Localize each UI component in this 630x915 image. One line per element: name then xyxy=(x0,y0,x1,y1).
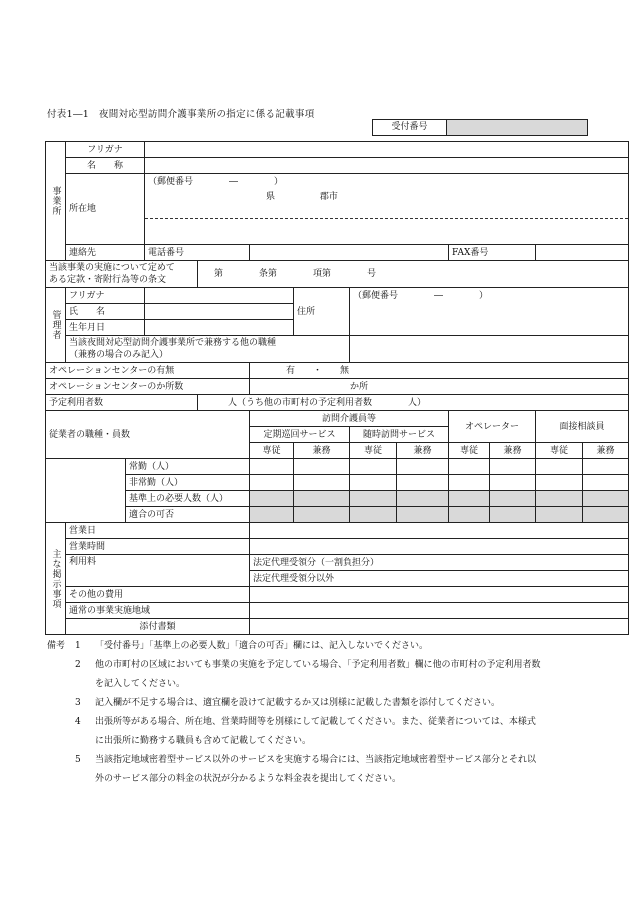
office-furigana-field[interactable] xyxy=(145,142,629,158)
staff-concurrent-header: 兼務 xyxy=(583,443,629,459)
staff-fulltime-header: 専従 xyxy=(250,443,294,459)
display-fee1[interactable]: 法定代理受領分（一割負担分） xyxy=(250,555,629,571)
manager-furigana-label: フリガナ xyxy=(66,288,145,304)
staff-cell[interactable] xyxy=(250,459,294,475)
staff-cell[interactable] xyxy=(250,475,294,491)
form-title: 付表1―1 夜間対応型訪問介護事業所の指定に係る記載事項 xyxy=(47,109,315,120)
display-area-field[interactable] xyxy=(250,603,629,619)
notes-heading: 備考 xyxy=(47,641,66,651)
operator-count-field[interactable]: か所 xyxy=(250,379,629,395)
note-item: 3 記入欄が不足する場合は、適宜欄を設けて記載するか又は別様に記載した書類を添付してください。 xyxy=(75,698,501,708)
operator-presence-label: オペレーションセンターの有無 xyxy=(46,363,250,379)
office-pref: 県 xyxy=(266,191,276,202)
office-postal[interactable]: （郵便番号 ― ） xyxy=(145,174,629,190)
office-tel-label: 電話番号 xyxy=(145,245,250,261)
notes-section xyxy=(47,637,592,789)
office-fax-label: FAX番号 xyxy=(449,245,536,261)
note-item-cont: に出張所に勤務する職員も含めて記載してください。 xyxy=(95,736,312,746)
staff-cell[interactable] xyxy=(294,475,350,491)
manager-name-label: 氏 名 xyxy=(66,304,145,320)
attachments-field[interactable] xyxy=(250,619,629,635)
staff-cell[interactable] xyxy=(397,459,449,475)
display-days-field[interactable] xyxy=(250,523,629,539)
staff-row-label: 適合の可否 xyxy=(126,507,250,523)
staff-cell[interactable] xyxy=(490,475,536,491)
display-group-label: 主な掲示事項 xyxy=(46,523,66,635)
note-item: 4 出張所等がある場合、所在地、営業時間等を別様にして記載してください。また、従業者については、本様式 xyxy=(75,717,536,727)
manager-birth-label: 生年月日 xyxy=(66,320,145,336)
display-days-label: 営業日 xyxy=(66,523,250,539)
staff-cell-shaded xyxy=(250,507,294,523)
display-fee-label: 利用料 xyxy=(66,555,250,587)
staff-cell[interactable] xyxy=(583,475,629,491)
display-other-fee-field[interactable] xyxy=(250,587,629,603)
office-contact-label: 連絡先 xyxy=(66,245,145,261)
office-fax-field[interactable] xyxy=(536,245,629,261)
receipt-number-field xyxy=(447,120,587,135)
note-item-cont: を記入してください。 xyxy=(95,679,186,689)
staff-cell-shaded xyxy=(250,491,294,507)
manager-address-label: 住所 xyxy=(294,288,350,336)
staff-cell[interactable] xyxy=(397,475,449,491)
office-furigana-label: フリガナ xyxy=(66,142,145,158)
manager-birth-field[interactable] xyxy=(145,320,294,336)
staff-concurrent-header: 兼務 xyxy=(294,443,350,459)
display-hours-label: 営業時間 xyxy=(66,539,250,555)
staff-row-label: 基準上の必要人数（人） xyxy=(126,491,250,507)
receipt-number-box xyxy=(372,119,588,136)
staff-fulltime-header: 専従 xyxy=(350,443,397,459)
staff-cell[interactable] xyxy=(294,459,350,475)
staff-cell[interactable] xyxy=(583,459,629,475)
staff-operator-header: オペレーター xyxy=(449,411,536,443)
attachments-label: 添付書類 xyxy=(66,619,250,635)
note-item: 5 当該指定地域密着型サービス以外のサービスを実施する場合には、当該指定地域密着型サービス部分とそれ以 xyxy=(75,755,537,765)
manager-name-field[interactable] xyxy=(145,304,294,320)
staff-periodic-header: 定期巡回サービス xyxy=(250,427,350,443)
staff-ondemand-header: 随時訪問サービス xyxy=(350,427,449,443)
office-group-label: 事業所 xyxy=(46,142,66,261)
display-fee2[interactable]: 法定代理受領分以外 xyxy=(250,571,629,587)
note-item: 備考 1 「受付番号」「基準上の必要人数」「適合の可否」欄には、記入しないでください。 xyxy=(47,637,592,656)
articles-label: 当該事業の実施について定めて ある定款・寄附行為等の条文 xyxy=(46,261,198,288)
office-city: 郡市 xyxy=(319,191,338,202)
staff-row-label: 常勤（人） xyxy=(126,459,250,475)
staff-cell[interactable] xyxy=(536,459,583,475)
application-form-table xyxy=(45,141,629,635)
manager-group-label: 管理者 xyxy=(46,288,66,363)
manager-postal[interactable]: （郵便番号 ― ） xyxy=(350,288,629,304)
display-area-label: 通常の事業実施地域 xyxy=(66,603,250,619)
office-address-label: 所在地 xyxy=(66,174,145,245)
staff-visiting-header: 訪問介護員等 xyxy=(250,411,449,427)
staff-cell[interactable] xyxy=(490,459,536,475)
manager-address-field[interactable] xyxy=(350,304,629,336)
operator-presence-field[interactable]: 有 ・ 無 xyxy=(250,363,629,379)
display-other-fee-label: その他の費用 xyxy=(66,587,250,603)
users-label: 予定利用者数 xyxy=(46,395,198,411)
staff-fulltime-header: 専従 xyxy=(536,443,583,459)
users-field[interactable]: 人（うち他の市町村の予定利用者数 人） xyxy=(198,395,629,411)
office-name-field[interactable] xyxy=(145,158,629,174)
manager-furigana-field[interactable] xyxy=(145,288,294,304)
display-hours-field[interactable] xyxy=(250,539,629,555)
office-name-label: 名 称 xyxy=(66,158,145,174)
manager-other-role-field[interactable] xyxy=(350,336,629,363)
staff-cell[interactable] xyxy=(350,459,397,475)
manager-other-role-label: 当該夜間対応型訪問介護事業所で兼務する他の職種 （兼務の場合のみ記入） xyxy=(66,336,350,363)
staff-row-label: 非常勤（人） xyxy=(126,475,250,491)
office-tel-field[interactable] xyxy=(250,245,449,261)
staff-cell[interactable] xyxy=(449,459,490,475)
office-address-field[interactable] xyxy=(145,204,629,245)
note-item-cont: 外のサービス部分の料金の状況が分かるような料金表を提出してください。 xyxy=(95,774,402,784)
staff-concurrent-header: 兼務 xyxy=(490,443,536,459)
staff-interviewer-header: 面接相談員 xyxy=(536,411,629,443)
staff-cell[interactable] xyxy=(536,475,583,491)
operator-count-label: オペレーションセンターのか所数 xyxy=(46,379,250,395)
articles-field[interactable]: 第 条第 項第 号 xyxy=(198,261,629,288)
receipt-number-label: 受付番号 xyxy=(373,120,447,135)
note-item: 2 他の市町村の区域においても事業の実施を予定している場合、「予定利用者数」欄に他の市町村の予定利用者数 xyxy=(75,660,541,670)
staff-cell[interactable] xyxy=(449,475,490,491)
staff-label: 従業者の職種・員数 xyxy=(46,411,250,459)
staff-concurrent-header: 兼務 xyxy=(397,443,449,459)
staff-fulltime-header: 専従 xyxy=(449,443,490,459)
staff-cell[interactable] xyxy=(350,475,397,491)
